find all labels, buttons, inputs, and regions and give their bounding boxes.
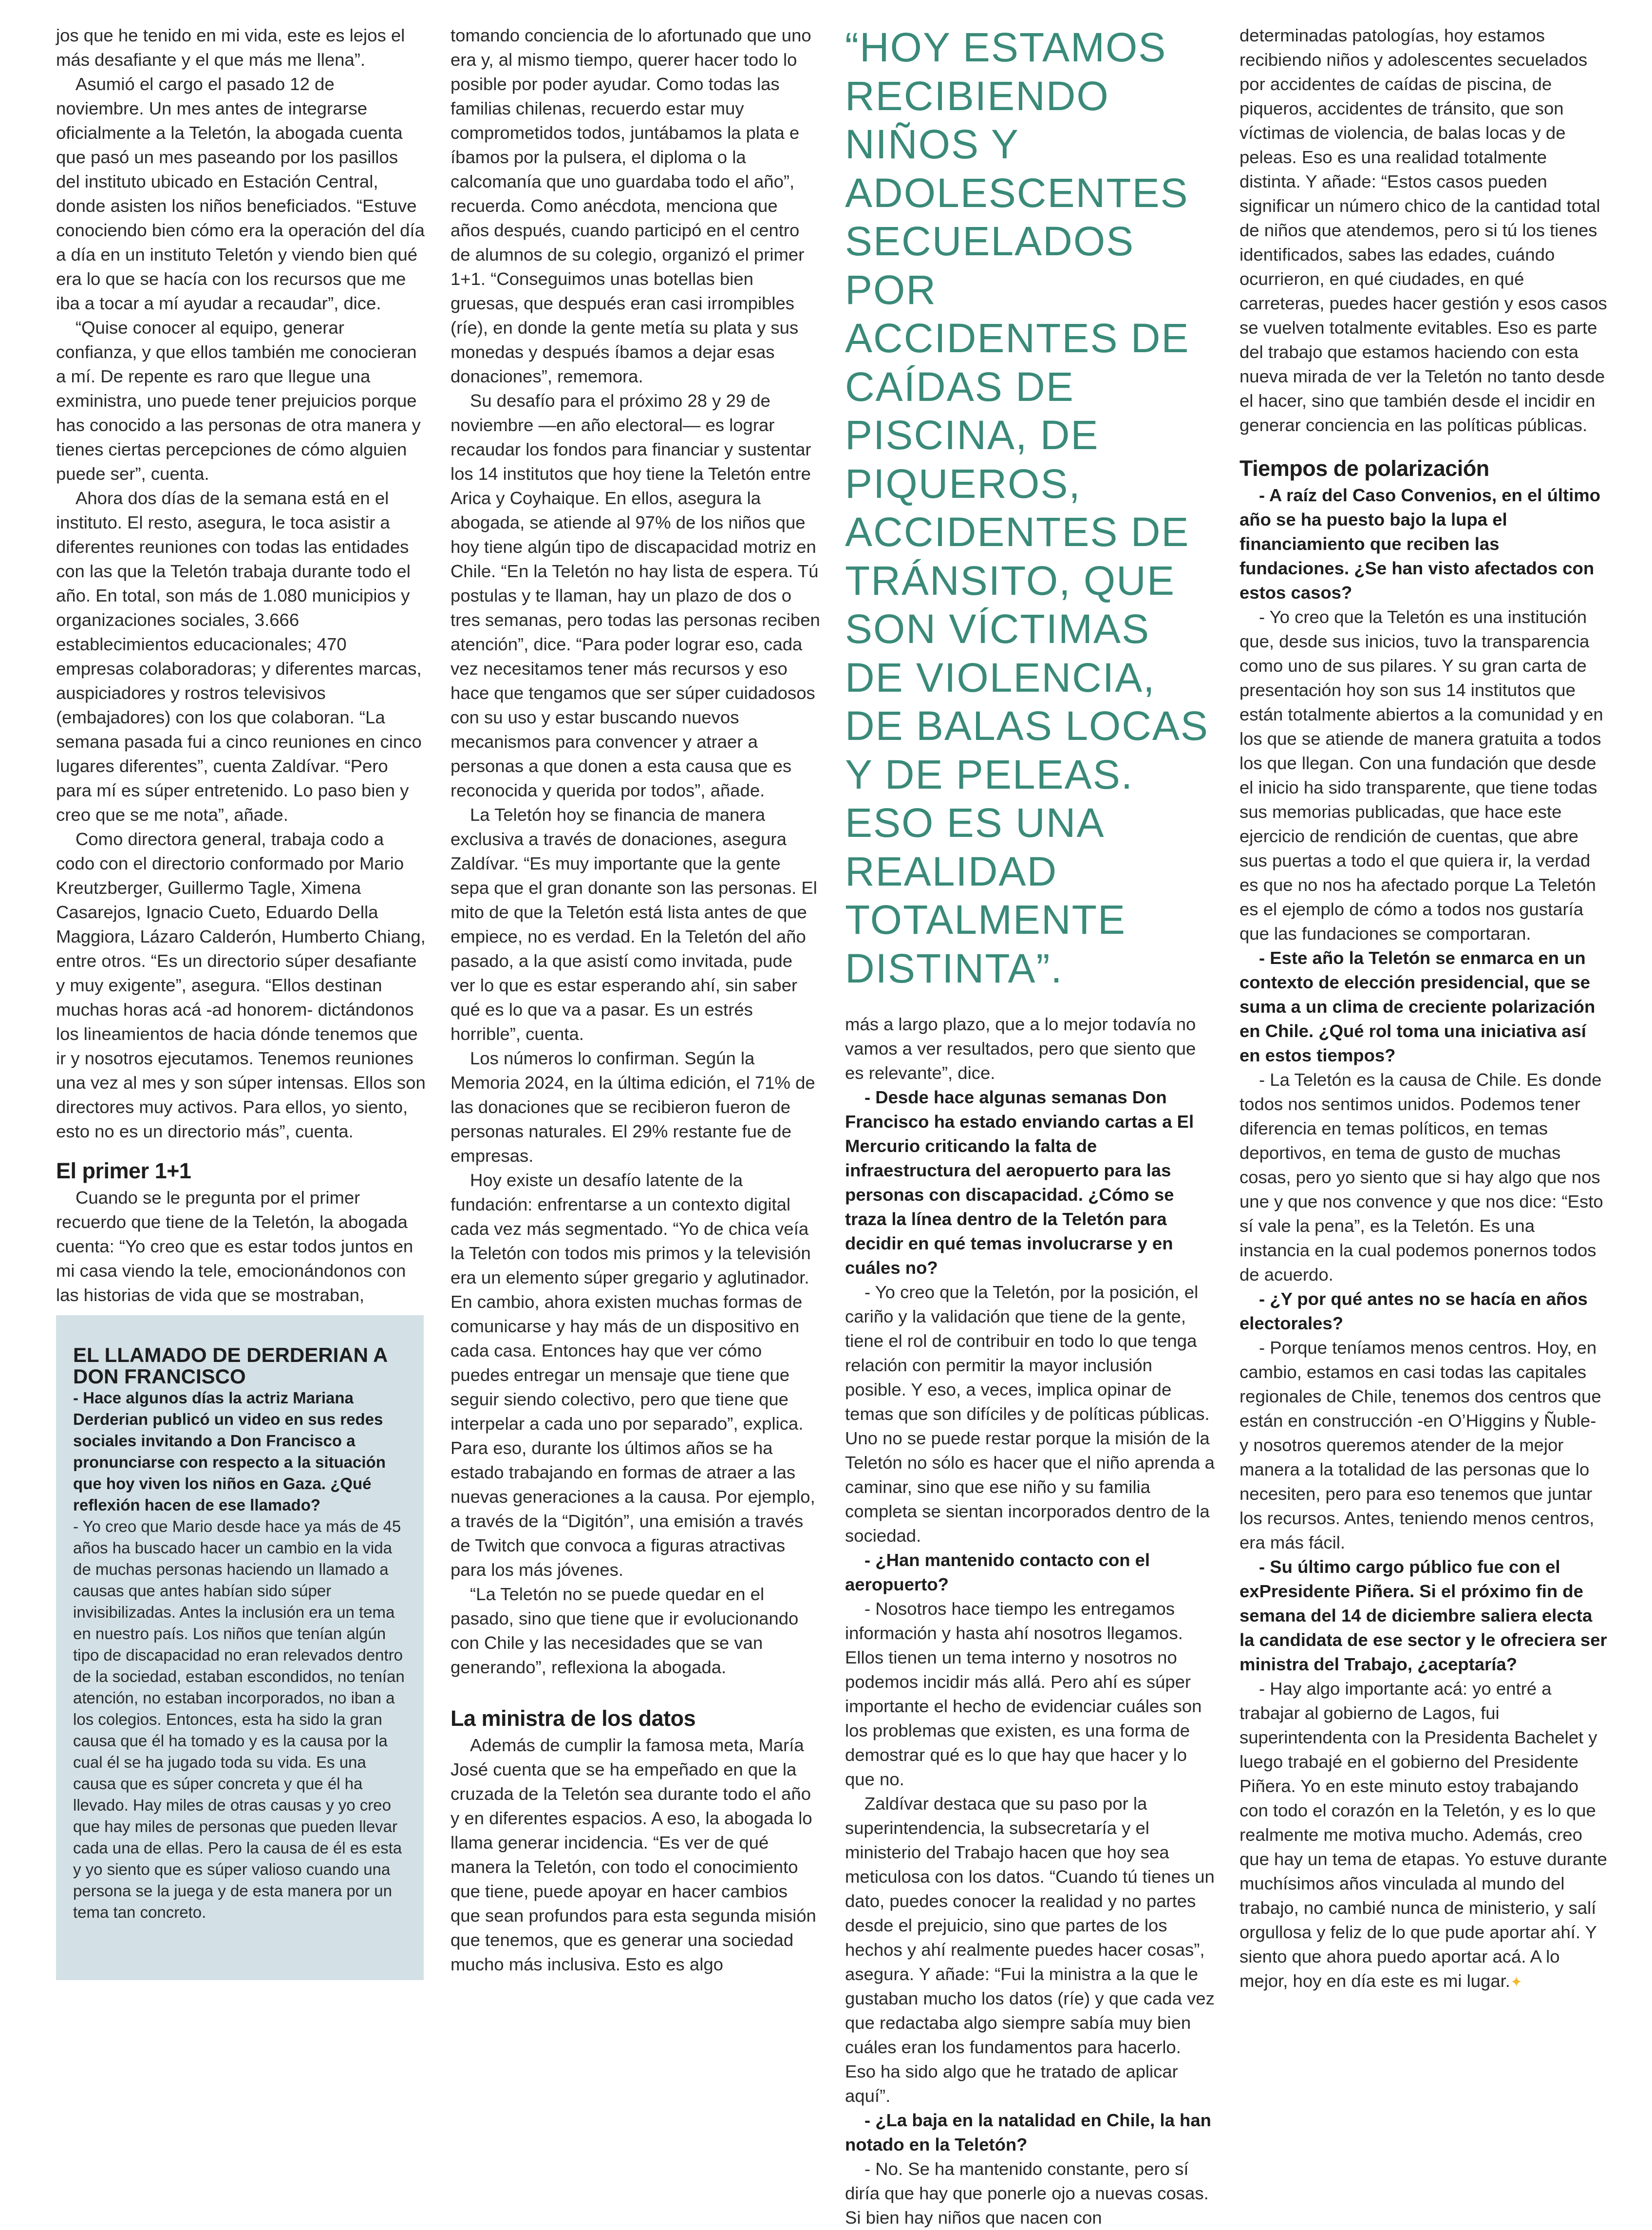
end-mark-icon: ✦ [1510,1974,1523,1990]
sidebar-title: EL LLAMADO DE DERDERIAN A DON FRANCISCO [73,1343,387,1388]
paragraph: determinadas patologías, hoy estamos recibiendo niños y adolescentes secuelados por accidentes de caídas de piscina, de piqueros, accidentes de tránsito, que son víctimas de violencia, de balas locas y de peleas. Eso es una realidad totalmente distinta. Y añade: “Estos casos pueden significar un número chico de la cantidad total de niños que atendemos, pero si tú los tienes identificados, sabes las edades, cuándo ocurrieron, en qué ciudades, en qué carreteras, puedes hacer gestión y esos casos se vuelven totalmente evitables. Eso es parte del trabajo que estamos haciendo con esta nueva mirada de ver la Teletón no tanto desde el hacer, sino que también desde el incidir en generar conciencia en las políticas públicas. [1239,25,1607,435]
paragraph: Asumió el cargo el pasado 12 de noviembre. Un mes antes de integrarse oficialmente a la Teletón, la abogada cuenta que pasó un mes paseando por los pasillos del instituto ubicado en Estación Central, donde asisten los niños beneficiados. “Estuve conociendo bien cómo era la operación del día a día en un instituto Teletón y viendo bien qué era lo que se hacía con los recursos que me iba a tocar a mí ayudar a recaudar”, dice. [56,74,425,313]
interview-answer: - Nosotros hace tiempo les entregamos información y hasta ahí nosotros llegamos. Ellos tienen un tema interno y nosotros no podemos incidir más allá. Pero ahí es súper importante el hecho de evidenciar cuáles son los problemas que existen, es una forma de demostrar qué es lo que hay que hacer y lo que no. [845,1599,1202,1789]
interview-answer: - Yo creo que la Teletón es una institución que, desde sus inicios, tuvo la transparencia como uno de sus pilares. Y su gran carta de presentación hoy son sus 14 institutos que están totalmente abiertos a la comunidad y en los que se atiende de manera gratuita a todos los que llegan. Con una fundación que desde el inicio ha sido transparente, que tiene todas sus memorias publicadas, que hace este ejercicio de rendición de cuentas, que abre sus puertas a todo el que quiera ir, la verdad es que no nos ha afectado porque La Teletón es el ejemplo de cómo a todos nos gustaría que las fundaciones se comportaran. [1239,607,1603,944]
paragraph: Como directora general, trabaja codo a codo con el directorio conformado por Mario Kreutzberger, Guillermo Tagle, Ximena Casarejos, Ignacio Cueto, Eduardo Della Maggiora, Lázaro Calderón, Humberto Chiang, entre otros. “Es un directorio súper desafiante y muy exigente”, asegura. “Ellos destinan muchas horas acá -ad honorem- dictándonos los lineamientos de hacia dónde tenemos que ir y nosotros ejecutamos. Tenemos reuniones una vez al mes y son súper intensas. Ellos son directores muy activos. Para ellos, yo siento, esto no es un directorio más”, cuenta. [56,829,426,1141]
interview-question: - A raíz del Caso Convenios, en el último año se ha puesto bajo la lupa el financiamiento que reciben las fundaciones. ¿Se han visto afectados con estos casos? [1239,485,1601,603]
interview-question: - Su último cargo público fue con el exPresidente Piñera. Si el próximo fin de semana del 14 de diciembre saliera electa la candidata de ese sector y le ofreciera ser ministra del Trabajo, ¿aceptaría? [1239,1557,1607,1674]
sidebar-box [56,1315,424,1980]
interview-question: - ¿Y por qué antes no se hacía en años electorales? [1239,1289,1588,1333]
final-answer-text: - Hay algo importante acá: yo entré a trabajar al gobierno de Lagos, fui superintendenta con la Presidenta Bachelet y luego trabajé en el gobierno del Presidente Piñera. Yo en este minuto estoy trabajando con todo el corazón en la Teletón, y es lo que realmente me motiva mucho. Además, creo que hay un tema de etapas. Yo estuve durante muchísimos años vinculada al mundo del trabajo, no cambié nunca de ministerio, y salí orgullosa y feliz de lo que pude aportar ahí. Y siento que ahora puedo aportar acá. A lo mejor, hoy en día este es mi lugar. [1239,1679,1607,1991]
interview-answer: - Porque teníamos menos centros. Hoy, en cambio, estamos en casi todas las capitales regionales de Chile, tenemos dos centros que están en construcción -en O’Higgins y Ñuble- y nosotros queremos atender de la mejor manera a la totalidad de las personas que lo necesiten, pero para eso tenemos que juntar los recursos. Antes, teniendo menos centros, era más fácil. [1239,1338,1601,1552]
interview-answer: - La Teletón es la causa de Chile. Es donde todos nos sentimos unidos. Podemos tener diferencia en temas políticos, en temas deportivos, en tema de gusto de muchas cosas, pero yo siento que si hay algo que nos une y que nos convence y que nos dice: “Esto sí vale la pena”, es la Teletón. Es una instancia en la cual podemos ponernos todos de acuerdo. [1239,1070,1603,1285]
interview-question: - Desde hace algunas semanas Don Francisco ha estado enviando cartas a El Mercurio criticando la falta de infraestructura del aeropuerto para las personas con discapacidad. ¿Cómo se traza la línea dentro de la Teletón para decidir en qué temas involucrarse y en cuáles no? [845,1087,1194,1278]
paragraph: tomando conciencia de lo afortunado que uno era y, al mismo tiempo, querer hacer todo lo posible por poder ayudar. Como todas las familias chilenas, recuerdo estar muy comprometidos todos, juntábamos la plata e íbamos por la pulsera, el diploma o la calcomanía que uno guardaba todo el año”, recuerda. Como anécdota, menciona que años después, cuando participó en el centro de alumnos de su colegio, organizó el primer 1+1. “Conseguimos unas botellas bien gruesas, que después eran casi irrompibles (ríe), en donde la gente metía su plata y sus monedas y después íbamos a dejar esas donaciones”, rememora. [451,25,811,386]
paragraph: Los números lo confirman. Según la Memoria 2024, en la última edición, el 71% de las donaciones que se recibieron fueron de personas naturales. El 29% restante fue de empresas. [451,1048,815,1166]
section-heading: El primer 1+1 [56,1158,191,1183]
interview-answer: - No. Se ha mantenido constante, pero sí diría que hay que ponerle ojo a nuevas cosas. Si bien hay niños que nacen con [845,2159,1209,2228]
interview-question: - Este año la Teletón se enmarca en un contexto de elección presidencial, que se suma a un clima de creciente polarización en Chile. ¿Qué rol toma una iniciativa así en estos tiempos? [1239,948,1596,1065]
section-heading: Tiempos de polarización [1239,456,1489,481]
sidebar-answer: - Yo creo que Mario desde hace ya más de 45 años ha buscado hacer un cambio en la vida de muchas personas haciendo un llamado a causas que antes habían sido súper invisibilizadas. Antes la inclusión era un tema en nuestro país. Los niños que tenían algún tipo de discapacidad no eran relevados dentro de la sociedad, estaban escondidos, no tenían atención, no estaban incorporados, no iban a los colegios. Entonces, esta ha sido la gran causa que él ha tomado y es la causa por la cual él se ha jugado toda su vida. Es una causa que es súper concreta y que él ha llevado. Hay miles de otras causas y yo creo que hay miles de personas que pueden llevar cada una de ellas. Pero la causa de él es esta y yo siento que es súper valioso cuando una persona se la juega y de esta manera por un tema tan concreto. [73,1517,405,1921]
sidebar-question: - Hace algunos días la actriz Mariana Derderian publicó un video en sus redes sociales invitando a Don Francisco a pronunciarse con respecto a la situación que hoy viven los niños en Gaza. ¿Qué reflexión hacen de ese llamado? [73,1389,386,1514]
paragraph: Zaldívar destaca que su paso por la superintendencia, la subsecretaría y el ministerio del Trabajo hacen que hoy sea meticulosa con los datos. “Cuando tú tienes un dato, puedes conocer la realidad y no partes desde el prejuicio, sino que partes de los hechos y ahí realmente puedes hacer cosas”, asegura. Y añade: “Fui la ministra a la que le gustaban mucho los datos (ríe) y que cada vez que redactaba algo siempre sabía muy bien cuáles eran los fundamentos para hacerlo. Eso ha sido algo que he tratado de aplicar aquí”. [845,1794,1215,2106]
column-1 [56,23,426,1307]
interview-question: - ¿La baja en la natalidad en Chile, la han notado en la Teletón? [845,2110,1211,2154]
interview-question: - ¿Han mantenido contacto con el aeropuerto? [845,1550,1150,1594]
column-2 [451,23,821,1977]
interview-answer [1239,1677,1610,1995]
interview-answer: - Yo creo que la Teletón, por la posición, el cariño y la validación que tiene de la gente, tiene el rol de contribuir en todo lo que tenga relación con permitir la mayor inclusión posible. Y eso, a veces, implica opinar de temas que son difíciles y de políticas públicas. Uno no se puede restar porque la misión de la Teletón no sólo es hacer que el niño aprenda a caminar, sino que ese niño y su familia completa se sientan incorporados dentro de la sociedad. [845,1282,1215,1546]
column-3 [845,23,1215,2230]
paragraph: La Teletón hoy se financia de manera exclusiva a través de donaciones, asegura Zaldívar. “Es muy importante que la gente sepa que el gran donante son las personas. El mito de que la Teletón está lista antes de que empiece, no es verdad. En la Teletón del año pasado, a la que asistí como invitada, pude ver lo que es estar esperando ahí, sin saber qué es lo que va a pasar. Es un estrés horrible”, cuenta. [451,805,817,1044]
paragraph: Cuando se le pregunta por el primer recuerdo que tiene de la Teletón, la abogada cuenta: “Yo creo que es estar todos juntos en mi casa viendo la tele, emocionándonos con las historias de vida que se mostraban, [56,1188,413,1305]
pull-quote: “HOY ESTAMOS RECIBIENDO NIÑOS Y ADOLESCENTES SECUELADOS POR ACCIDENTES DE CAÍDAS DE PISCINA, DE PIQUEROS, ACCIDENTES DE TRÁNSITO, QUE SON VÍCTIMAS DE VIOLENCIA, DE BALAS LOCAS Y DE PELEAS. ESO ES UNA REALIDAD TOTALMENTE DISTINTA”. [845,24,1209,991]
column-4 [1239,23,1610,1995]
paragraph: Hoy existe un desafío latente de la fundación: enfrentarse a un contexto digital cada vez más segmentado. “Yo de chica veía la Teletón con todos mis primos y la televisión era un elemento súper gregario y aglutinador. En cambio, ahora existen muchas formas de comunicarse y hay más de un dispositivo en cada casa. Entonces hay que ver cómo puedes entregar un mensaje que tiene que seguir siendo colectivo, pero que tiene que interpelar a cada uno por separado”, explica. Para eso, durante los últimos años se ha estado trabajando en formas de atraer a las nuevas generaciones a la causa. Por ejemplo, a través de la “Digitón”, una emisión a través de Twitch que convoca a figuras atractivas para los más jóvenes. [451,1170,815,1580]
paragraph: “La Teletón no se puede quedar en el pasado, sino que tiene que ir evolucionando con Chile y las necesidades que se van generando”, reflexiona la abogada. [451,1584,799,1677]
paragraph: Además de cumplir la famosa meta, María José cuenta que se ha empeñado en que la cruzada de la Teletón sea durante todo el año y en diferentes espacios. A eso, la abogada lo llama generar incidencia. “Es ver de qué manera la Teletón, con todo el conocimiento que tiene, puede apoyar en hacer cambios que sean profundos para esta segunda misión que tenemos, que es generar una sociedad mucho más inclusiva. Esto es algo [451,1735,816,1974]
paragraph: jos que he tenido en mi vida, este es lejos el más desafiante y el que más me llena”. [56,25,405,70]
paragraph: Su desafío para el próximo 28 y 29 de noviembre —en año electoral— es lograr recaudar los fondos para financiar y sustentar los 14 institutos que hoy tiene la Teletón entre Arica y Coyhaique. En ellos, asegura la abogada, se atiende al 97% de los niños que hoy tiene algún tipo de discapacidad motriz en Chile. “En la Teletón no hay lista de espera. Tú postulas y te llaman, hay un plazo de dos o tres semanas, pero todas las personas reciben atención”, dice. “Para poder lograr eso, cada vez necesitamos tener más recursos y eso hace que tengamos que ser súper cuidadosos con su uso y estar buscando nuevos mecanismos para convencer y atraer a personas a que donen a esta causa que es reconocida y querida por todos”, añade. [451,391,820,800]
paragraph: “Quise conocer al equipo, generar confianza, y que ellos también me conocieran a mí. De repente es raro que llegue una exministra, uno puede tener prejuicios porque has conocido a las personas de otra manera y tienes ciertas percepciones de cómo alguien puede ser”, cuenta. [56,318,421,484]
paragraph: más a largo plazo, que a lo mejor todavía no vamos a ver resultados, pero que siento que es relevante”, dice. [845,1014,1196,1083]
paragraph: Ahora dos días de la semana está en el instituto. El resto, asegura, le toca asistir a diferentes reuniones con todas las entidades con las que la Teletón trabaja durante todo el año. En total, son más de 1.080 municipios y organizaciones sociales, 3.666 establecimientos educacionales; 470 empresas colaboradoras; y diferentes marcas, auspiciadores y rostros televisivos (embajadores) con los que colaboran. “La semana pasada fui a cinco reuniones en cinco lugares diferentes”, cuenta Zaldívar. “Pero para mí es súper entretenido. Lo paso bien y creo que se me nota”, añade. [56,488,422,825]
section-heading: La ministra de los datos [451,1706,696,1731]
